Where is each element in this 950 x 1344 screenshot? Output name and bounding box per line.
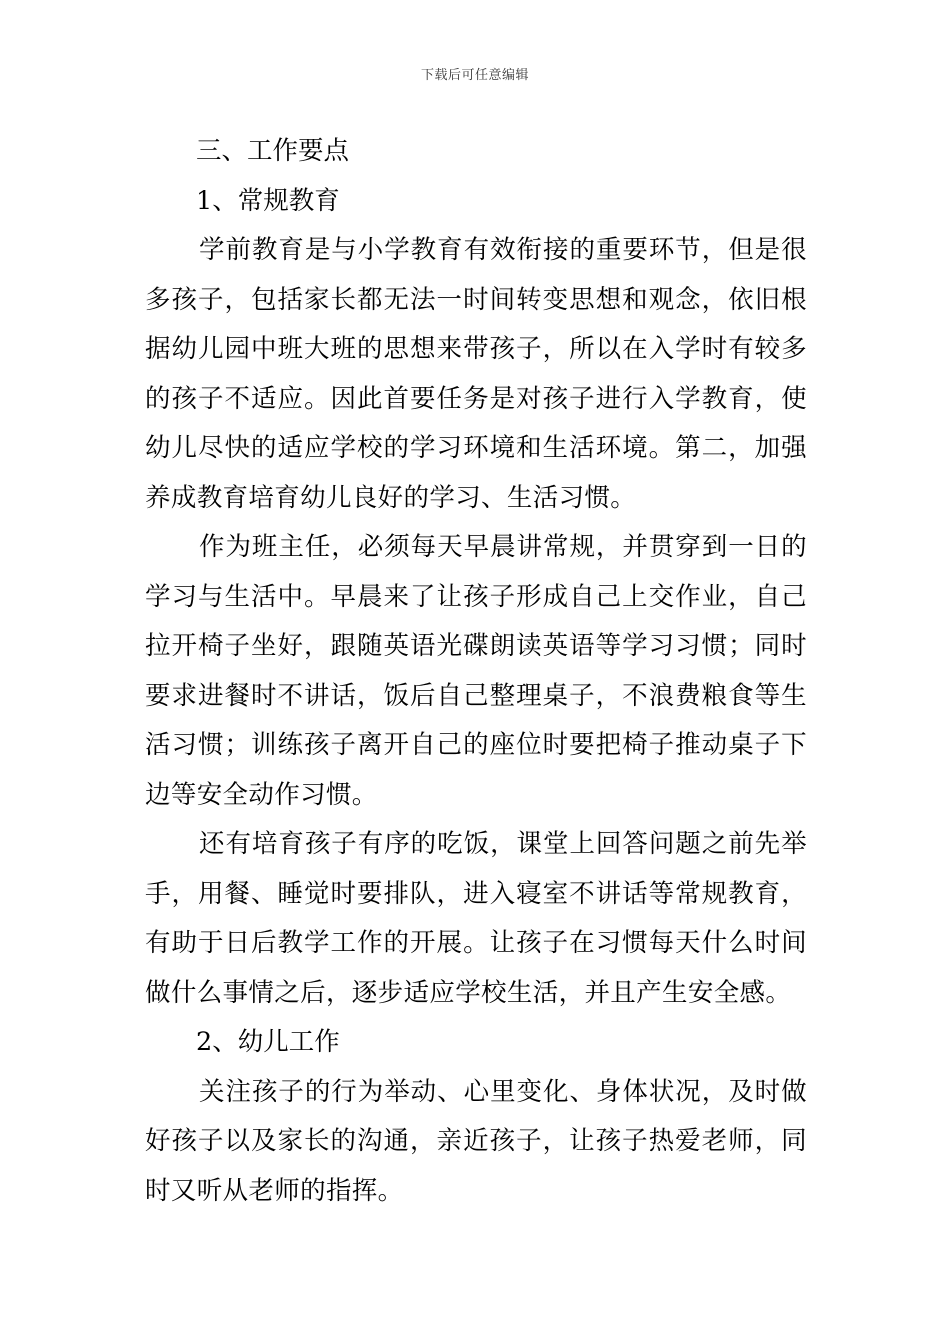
document-body — [145, 127, 807, 1216]
paragraph-child-care: 关注孩子的行为举动、心里变化、身体状况，及时做好孩子以及家长的沟通，亲近孩子，让孩子热爱老师，同时又听从老师的指挥。 — [145, 1076, 807, 1206]
page-header-note: 下载后可任意编辑 — [420, 68, 529, 83]
paragraph-preschool-education: 学前教育是与小学教育有效衔接的重要环节，但是很多孩子，包括家长都无法一时间转变思想和观念，依旧根据幼儿园中班大班的思想来带孩子，所以在入学时有较多的孩子不适应。因此首要任务是对孩子进行入学教育，使幼儿尽快的适应学校的学习环境和生活环境。第二，加强养成教育培育幼儿良好的学习、生活习惯。 — [145, 235, 807, 513]
subsection-title-routine-education: 1、常规教育 — [196, 185, 340, 216]
paragraph-head-teacher-routine: 作为班主任，必须每天早晨讲常规，并贯穿到一日的学习与生活中。早晨来了让孩子形成自己上交作业，自己拉开椅子坐好，跟随英语光碟朗读英语等学习习惯；同时要求进餐时不讲话，饭后自己整理桌子，不浪费粮食等生活习惯；训练孩子离开自己的座位时要把椅子推动桌子下边等安全动作习惯。 — [145, 532, 807, 810]
section-title: 三、工作要点 — [196, 136, 350, 166]
paragraph-orderly-habits: 还有培育孩子有序的吃饭，课堂上回答问题之前先举手，用餐、睡觉时要排队，进入寝室不讲话等常规教育，有助于日后教学工作的开展。让孩子在习惯每天什么时间做什么事情之后，逐步适应学校生活，并且产生安全感。 — [145, 829, 807, 1008]
subsection-title-child-work: 2、幼儿工作 — [196, 1027, 340, 1057]
